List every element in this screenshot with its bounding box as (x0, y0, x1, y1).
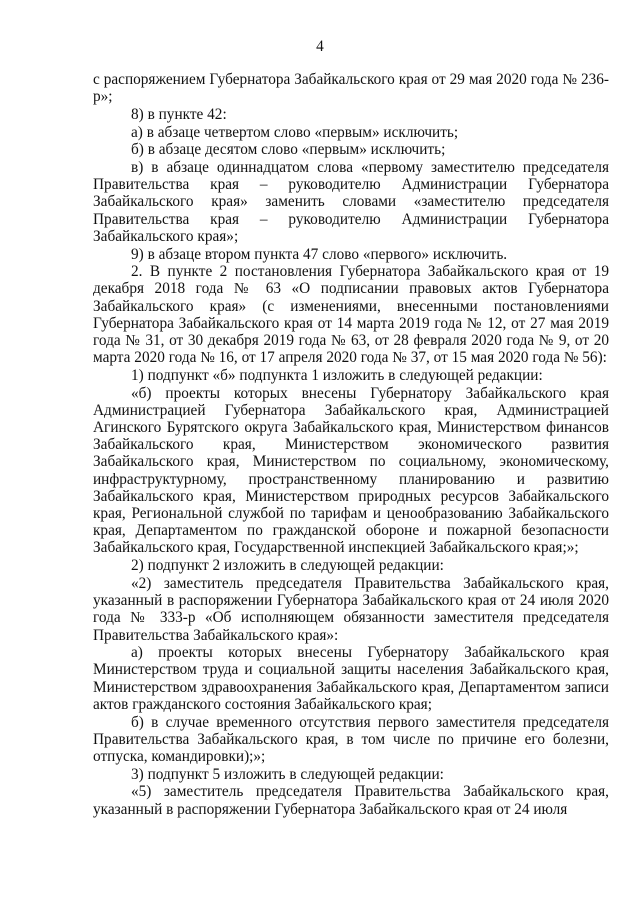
document-body (93, 71, 609, 818)
paragraph-quote-2b: б) в случае временного отсутствия первого заместителя председателя Правительства Забайкальского края, в том числе по причине его болезни, отпуска, командировки);»; (93, 713, 609, 765)
paragraph-quote-2a: а) проекты которых внесены Губернатору Забайкальского края Министерством труда и социальной защиты населения Забайкальского края, Министерством здравоохранения Забайкальского края, Департаментом записи актов гражданского состояния Забайкальского края; (93, 644, 609, 713)
paragraph-quote-b: «б) проекты которых внесены Губернатору Забайкальского края Администрацией Губернатора Забайкальского края, Администрацией Агинского Бурятского округа Забайкальского края, Министерством финансов Забайкальского края, Министерством экономического развития Забайкальского края, Министерством по социальному, экономическому, инфраструктурному, пространственному планированию и развитию Забайкальского края, Министерством природных ресурсов Забайкальского края, Региональной службой по тарифам и ценообразованию Забайкальского края, Департаментом по гражданской обороне и пожарной безопасности Забайкальского края, Государственной инспекцией Забайкальского края;»; (93, 384, 609, 557)
paragraph-subitem-3: 3) подпункт 5 изложить в следующей редакции: (131, 765, 444, 783)
paragraph-section-2: 2. В пункте 2 постановления Губернатора Забайкальского края от 19 декабря 2018 года № 63 «О подписании правовых актов Губернатора Забайкальского края» (с изменениями, внесенными постановлениями Губернатора Забайкальского края от 14 марта 2019 года № 12, от 27 мая 2019 года № 31, от 30 декабря 2019 года № 63, от 28 февраля 2020 года № 9, от 20 марта 2020 года № 16, от 17 апреля 2020 года № 37, от 15 мая 2020 года № 56): (93, 263, 609, 367)
paragraph-quote-5: «5) заместитель председателя Правительства Забайкальского края, указанный в распоряжении Губернатора Забайкальского края от 24 июля (93, 783, 609, 818)
paragraph-quote-2: «2) заместитель председателя Правительства Забайкальского края, указанный в распоряжении Губернатора Забайкальского края от 24 июля 2020 года № 333-р «Об исполняющем обязанности заместителя председателя Правительства Забайкальского края»: (93, 574, 609, 644)
paragraph-subitem-1: 1) подпункт «б» подпункта 1 изложить в следующей редакции: (131, 366, 543, 384)
paragraph-item-8b: б) в абзаце десятом слово «первым» исключить; (131, 141, 446, 159)
page-number: 4 (316, 38, 324, 55)
paragraph-item-9: 9) в абзаце втором пункта 47 слово «первого» исключить. (131, 245, 508, 263)
paragraph-item-8v: в) в абзаце одиннадцатом слова «первому заместителю председателя Правительства края – руководителю Администрации Губернатора Забайкальского края» заменить словами «заместителю председателя Правительства края – руководителю Администрации Губернатора Забайкальского края»; (93, 159, 609, 245)
paragraph-subitem-2: 2) подпункт 2 изложить в следующей редакции: (131, 557, 444, 575)
paragraph-continuation: с распоряжением Губернатора Забайкальского края от 29 мая 2020 года № 236-р»; (93, 71, 609, 106)
paragraph-item-8: 8) в пункте 42: (131, 105, 227, 123)
paragraph-item-8a: а) в абзаце четвертом слово «первым» исключить; (131, 123, 459, 141)
